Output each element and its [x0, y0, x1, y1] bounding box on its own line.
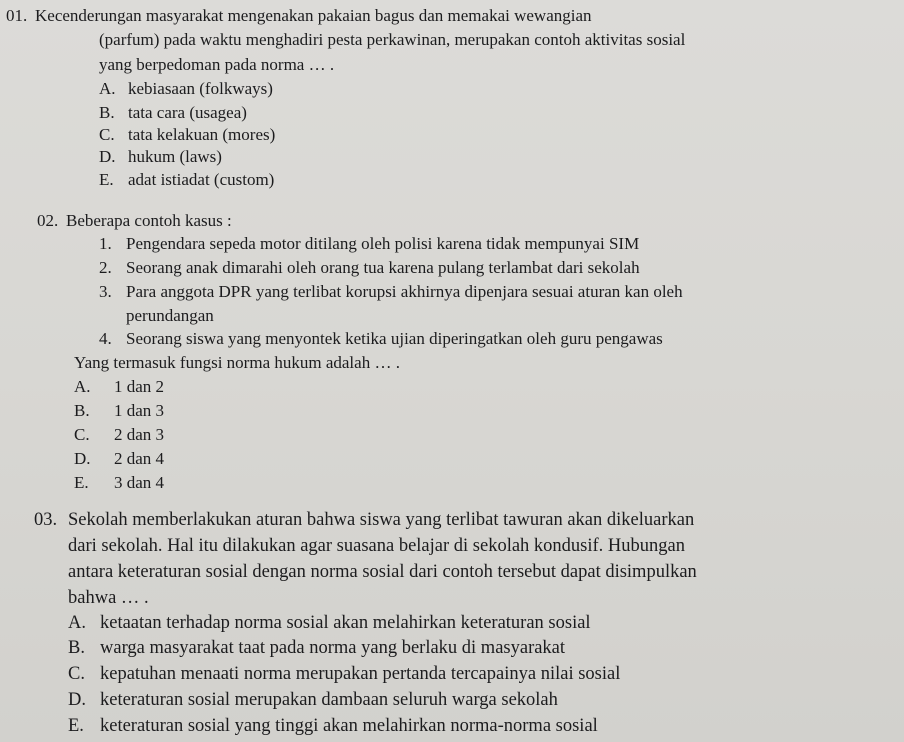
question-1-option-b-letter: B. — [99, 103, 115, 122]
question-2-case-4-number: 4. — [99, 329, 112, 348]
question-1-option-b-text: tata cara (usagea) — [128, 103, 247, 122]
question-1-option-d-letter: D. — [99, 147, 116, 166]
question-3-stem-line-4: bahwa … . — [68, 588, 149, 608]
question-1-option-c-text: tata kelakuan (mores) — [128, 125, 276, 144]
question-2-option-b-letter: B. — [74, 401, 90, 420]
question-3-option-b-letter: B. — [68, 638, 85, 658]
question-3-option-a-text: ketaatan terhadap norma sosial akan melahirkan keteraturan sosial — [100, 613, 591, 633]
question-2-option-c-text: 2 dan 3 — [114, 425, 165, 444]
question-2-case-3-continuation: perundangan — [126, 306, 214, 325]
question-2-option-d-text: 2 dan 4 — [114, 449, 165, 468]
question-3-stem-line-3: antara keteraturan sosial dengan norma sosial dari contoh tersebut dapat disimpulkan — [68, 562, 697, 582]
question-3-option-e-letter: E. — [68, 716, 84, 736]
question-3-option-a-letter: A. — [68, 613, 86, 633]
question-2-option-c-letter: C. — [74, 425, 90, 444]
question-3-option-b-text: warga masyarakat taat pada norma yang berlaku di masyarakat — [100, 638, 566, 658]
question-3-number: 03. — [34, 510, 58, 530]
question-1-stem-line-2: (parfum) pada waktu menghadiri pesta perkawinan, merupakan contoh aktivitas sosial — [99, 30, 686, 49]
question-2-option-e-text: 3 dan 4 — [114, 473, 165, 492]
question-2-case-2-text: Seorang anak dimarahi oleh orang tua karena pulang terlambat dari sekolah — [126, 258, 640, 277]
question-3-stem-line-1: Sekolah memberlakukan aturan bahwa siswa yang terlibat tawuran akan dikeluarkan — [68, 510, 695, 530]
question-2-option-b-text: 1 dan 3 — [114, 401, 165, 420]
question-3-option-d-letter: D. — [68, 690, 86, 710]
question-2-case-3-number: 3. — [99, 282, 112, 301]
question-1-stem-line-1: Kecenderungan masyarakat mengenakan pakaian bagus dan memakai wewangian — [35, 6, 592, 25]
question-3-option-c-letter: C. — [68, 664, 85, 684]
question-2-number: 02. — [37, 211, 59, 230]
question-3-stem-line-2: dari sekolah. Hal itu dilakukan agar suasana belajar di sekolah kondusif. Hubungan — [68, 536, 686, 556]
question-2-case-1-text: Pengendara sepeda motor ditilang oleh polisi karena tidak mempunyai SIM — [126, 234, 640, 253]
question-1-option-e-text: adat istiadat (custom) — [128, 170, 275, 189]
question-1-number: 01. — [6, 6, 28, 25]
question-2-option-d-letter: D. — [74, 449, 91, 468]
question-1-option-d-text: hukum (laws) — [128, 147, 222, 166]
question-1-option-a-text: kebiasaan (folkways) — [128, 79, 273, 98]
question-2-option-e-letter: E. — [74, 473, 89, 492]
question-1-option-e-letter: E. — [99, 170, 114, 189]
question-2-case-3-text: Para anggota DPR yang terlibat korupsi akhirnya dipenjara sesuai aturan kan oleh — [126, 282, 683, 301]
question-1-stem-line-3: yang berpedoman pada norma … . — [99, 55, 335, 74]
question-2-prompt: Yang termasuk fungsi norma hukum adalah … . — [74, 353, 400, 372]
question-1-option-a-letter: A. — [99, 79, 116, 98]
question-2-intro: Beberapa contoh kasus : — [66, 211, 232, 230]
question-2-option-a-letter: A. — [74, 377, 91, 396]
question-2-case-1-number: 1. — [99, 234, 112, 253]
question-2-case-4-text: Seorang siswa yang menyontek ketika ujian diperingatkan oleh guru pengawas — [126, 329, 663, 348]
question-2-option-a-text: 1 dan 2 — [114, 377, 165, 396]
question-1-option-c-letter: C. — [99, 125, 115, 144]
question-2-case-2-number: 2. — [99, 258, 112, 277]
question-3-option-c-text: kepatuhan menaati norma merupakan pertanda tercapainya nilai sosial — [100, 664, 621, 684]
question-3-option-d-text: keteraturan sosial merupakan dambaan seluruh warga sekolah — [100, 690, 558, 710]
question-3-option-e-text: keteraturan sosial yang tinggi akan melahirkan norma-norma sosial — [100, 716, 598, 736]
